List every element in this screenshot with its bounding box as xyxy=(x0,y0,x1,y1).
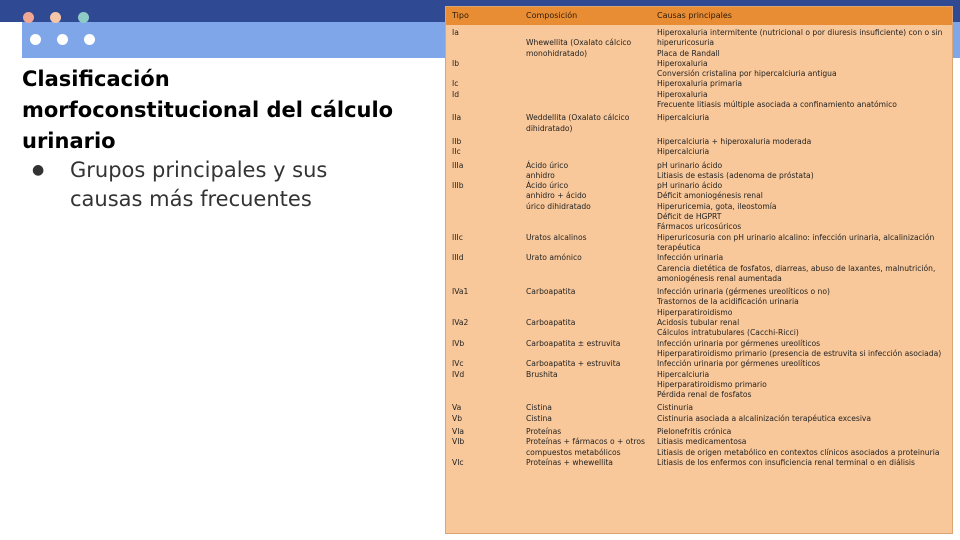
cell-causa: Hiperoxaluria xyxy=(657,58,708,68)
bullet-text: Grupos principales y sus causas más frecuentes xyxy=(70,158,328,211)
table-row xyxy=(446,424,952,437)
table-row xyxy=(446,202,952,212)
table-row xyxy=(446,59,952,69)
cell-tipo xyxy=(446,191,520,201)
cell-causa: Hiperparatiroidismo primario (presencia de estruvita si infección asociada) xyxy=(657,348,942,358)
cell-tipo xyxy=(446,38,520,48)
bullet-icon: ● xyxy=(32,162,45,178)
cell-composicion: anhidro xyxy=(526,170,555,180)
cell-tipo: IVa2 xyxy=(452,318,469,328)
table-row xyxy=(446,308,952,318)
cell-causa: Infección urinaria (gérmenes ureolíticos o no) xyxy=(657,287,830,297)
cell-tipo xyxy=(446,390,520,400)
cell-tipo xyxy=(446,49,520,59)
cell-causa: Déficit de HGPRT xyxy=(657,212,722,222)
cell-composicion: Proteínas xyxy=(526,426,562,436)
table-row xyxy=(446,38,952,48)
table-row xyxy=(446,90,952,100)
cell-tipo xyxy=(446,69,520,79)
table-row xyxy=(446,69,952,79)
cell-tipo xyxy=(446,264,520,274)
cell-causa: hiperuricosuria xyxy=(657,38,715,48)
cell-composicion xyxy=(520,297,651,307)
cell-causa: Cistinuria xyxy=(657,403,693,413)
table-row xyxy=(446,297,952,307)
table-header-row xyxy=(446,7,952,25)
cell-composicion: Carboapatita ± estruvita xyxy=(526,338,621,348)
cell-causa: Pérdida renal de fosfatos xyxy=(657,390,752,400)
table-row xyxy=(446,212,952,222)
cell-causa: Trastornos de la acidificación urinaria xyxy=(657,297,799,307)
cell-composicion xyxy=(520,390,651,400)
cell-tipo xyxy=(446,222,520,232)
cell-causa: Infección urinaria por gérmenes ureolíticos xyxy=(657,359,821,369)
cell-tipo xyxy=(446,448,520,458)
table-row xyxy=(446,171,952,181)
cell-tipo: IIIa xyxy=(452,160,464,170)
cell-causa: Frecuente litiasis múltiple asociada a confinamiento anatómico xyxy=(657,100,897,110)
cell-composicion xyxy=(520,328,651,338)
cell-composicion xyxy=(520,59,651,69)
cell-tipo xyxy=(446,243,520,253)
cell-causa: Litiasis medicamentosa xyxy=(657,437,747,447)
cell-tipo xyxy=(446,274,520,284)
cell-causa: Hipercalciuria xyxy=(657,147,710,157)
cell-causa: Cálculos intratubulares (Cacchi-Ricci) xyxy=(657,328,799,338)
table-row xyxy=(446,49,952,59)
cell-tipo: Ib xyxy=(452,58,460,68)
cell-causa: Fármacos uricosúricos xyxy=(657,222,742,232)
cell-tipo: IVb xyxy=(452,338,465,348)
cell-causa: Hiperparatiroidismo primario xyxy=(657,379,767,389)
decorative-dot-icon xyxy=(84,34,95,45)
cell-tipo: IIc xyxy=(452,147,461,157)
cell-tipo: Va xyxy=(452,403,462,413)
cell-causa: Infección urinaria xyxy=(657,253,724,263)
table-row xyxy=(446,284,952,297)
cell-composicion xyxy=(520,308,651,318)
cell-tipo: IVa1 xyxy=(452,287,469,297)
decorative-dot-icon xyxy=(30,34,41,45)
cell-composicion xyxy=(520,380,651,390)
cell-causa: Hipercalciuria + hiperoxaluria moderada xyxy=(657,136,812,146)
table-row xyxy=(446,124,952,134)
cell-causa: Cistinuria asociada a alcalinización terapéutica excesiva xyxy=(657,413,872,423)
cell-causa: Litiasis de los enfermos con insuficiencia renal terminal o en diálisis xyxy=(657,457,915,467)
slide-title: Clasificación morfoconstitucional del cálculo urinario xyxy=(22,67,394,153)
cell-causa: Hiperoxaluria intermitente (nutricional o por diuresis insuficiente) con o sin xyxy=(657,28,943,37)
table-row xyxy=(446,222,952,232)
cell-tipo: VIb xyxy=(452,437,465,447)
cell-tipo: IIIc xyxy=(452,232,463,242)
cell-tipo: VIa xyxy=(452,426,465,436)
table-row xyxy=(446,191,952,201)
table-row xyxy=(446,380,952,390)
cell-causa: Litiasis de estasis (adenoma de próstata) xyxy=(657,170,814,180)
bullet-item xyxy=(30,156,400,214)
cell-causa: Hiperoxaluria xyxy=(657,89,708,99)
cell-composicion xyxy=(520,90,651,100)
cell-tipo xyxy=(446,202,520,212)
table-row xyxy=(446,328,952,338)
cell-tipo: IIIb xyxy=(452,181,464,191)
decorative-dot-icon xyxy=(78,12,89,23)
cell-tipo xyxy=(446,297,520,307)
cell-composicion: Cistina xyxy=(526,413,552,423)
cell-tipo: VIc xyxy=(452,457,464,467)
cell-composicion xyxy=(520,222,651,232)
cell-composicion xyxy=(520,100,651,110)
table-row xyxy=(446,400,952,413)
cell-causa: Hiperoxaluria primaria xyxy=(657,79,743,89)
table-row xyxy=(446,100,952,110)
table-row xyxy=(446,110,952,123)
decorative-dot-icon xyxy=(57,34,68,45)
cell-tipo: IIa xyxy=(452,113,462,123)
cell-tipo xyxy=(446,171,520,181)
cell-composicion: Carboapatita + estruvita xyxy=(526,359,621,369)
cell-composicion: Ácido úrico xyxy=(526,160,569,170)
header-tipo: Tipo xyxy=(446,7,520,25)
table-row xyxy=(446,370,952,380)
cell-causa: pH urinario ácido xyxy=(657,160,723,170)
cell-causa: terapéutica xyxy=(657,242,701,252)
cell-composicion xyxy=(520,212,651,222)
cell-causa: Hiperuricosuria con pH urinario alcalino: infección urinaria, alcalinización xyxy=(657,232,935,242)
table-row xyxy=(446,458,952,468)
cell-composicion: úrico dihidratado xyxy=(526,201,591,211)
cell-composicion: Urato amónico xyxy=(526,253,582,263)
cell-tipo: Vb xyxy=(452,413,463,423)
cell-composicion: Ácido úrico xyxy=(526,181,569,191)
cell-composicion xyxy=(520,79,651,89)
table-row xyxy=(446,390,952,400)
cell-tipo: IVc xyxy=(452,359,464,369)
cell-causa: Acidosis tubular renal xyxy=(657,318,740,328)
cell-composicion: Brushita xyxy=(526,369,558,379)
header-causas: Causas principales xyxy=(651,7,952,25)
cell-composicion: Carboapatita xyxy=(526,318,576,328)
table-row xyxy=(446,274,952,284)
cell-causa: Litiasis de origen metabólico en contextos clínicos asociados a proteinuria xyxy=(657,447,940,457)
cell-causa xyxy=(651,124,952,134)
cell-composicion: Cistina xyxy=(526,403,552,413)
cell-composicion xyxy=(520,69,651,79)
cell-composicion xyxy=(520,134,651,147)
bullet-list xyxy=(30,156,400,214)
classification-table xyxy=(445,6,953,534)
cell-composicion xyxy=(520,243,651,253)
cell-composicion: Uratos alcalinos xyxy=(526,232,587,242)
cell-causa: Hipercalciuria xyxy=(657,113,710,123)
cell-tipo xyxy=(446,308,520,318)
table-row xyxy=(446,339,952,349)
cell-composicion xyxy=(520,274,651,284)
cell-causa: Hipercalciuria xyxy=(657,369,710,379)
cell-causa: Infección urinaria por gérmenes ureolíticos xyxy=(657,338,821,348)
table-row xyxy=(446,437,952,447)
table-row xyxy=(446,253,952,263)
table-row xyxy=(446,25,952,38)
cell-tipo xyxy=(446,328,520,338)
table-row xyxy=(446,359,952,369)
cell-causa: Conversión cristalina por hipercalciuria antigua xyxy=(657,69,837,79)
cell-causa: Hiperparatiroidismo xyxy=(657,307,733,317)
cell-composicion: compuestos metabólicos xyxy=(526,447,621,457)
cell-composicion: dihidratado) xyxy=(526,123,573,133)
cell-composicion xyxy=(520,147,651,157)
cell-tipo: IVd xyxy=(452,369,465,379)
cell-composicion: monohidratado) xyxy=(526,48,588,58)
cell-causa: amoniogénesis renal aumentada xyxy=(657,273,782,283)
cell-composicion: Carboapatita xyxy=(526,287,576,297)
header-composicion: Composición xyxy=(520,7,651,25)
cell-causa: Carencia dietética de fosfatos, diarreas, abuso de laxantes, malnutrición, xyxy=(657,263,936,273)
table-row xyxy=(446,349,952,359)
table-row xyxy=(446,264,952,274)
cell-composicion: Whewellita (Oxalato cálcico xyxy=(526,38,632,48)
table-row xyxy=(446,79,952,89)
cell-tipo: IIId xyxy=(452,253,464,263)
cell-composicion xyxy=(520,264,651,274)
table-row xyxy=(446,318,952,328)
cell-causa: Pielonefritis crónica xyxy=(657,426,732,436)
table-row xyxy=(446,448,952,458)
table-row xyxy=(446,414,952,424)
cell-causa: Hiperuricemia, gota, ileostomía xyxy=(657,201,777,211)
table-row xyxy=(446,158,952,171)
cell-composicion xyxy=(520,25,651,38)
cell-causa: Déficit amoniogénesis renal xyxy=(657,191,763,201)
cell-tipo xyxy=(446,100,520,110)
cell-causa: Placa de Randall xyxy=(657,48,720,58)
cell-tipo: Ic xyxy=(452,79,459,89)
cell-composicion: Weddellita (Oxalato cálcico xyxy=(526,113,630,123)
cell-composicion: anhidro + ácido xyxy=(526,191,587,201)
cell-tipo xyxy=(446,349,520,359)
decorative-dot-icon xyxy=(50,12,61,23)
table-row xyxy=(446,243,952,253)
cell-tipo: Id xyxy=(452,89,460,99)
cell-tipo xyxy=(446,380,520,390)
cell-tipo xyxy=(446,212,520,222)
cell-composicion: Proteínas + fármacos o + otros xyxy=(526,437,645,447)
table-row xyxy=(446,134,952,147)
cell-composicion: Proteínas + whewellita xyxy=(526,457,613,467)
table-row xyxy=(446,181,952,191)
cell-causa: pH urinario ácido xyxy=(657,181,723,191)
cell-tipo xyxy=(446,124,520,134)
table-row xyxy=(446,147,952,157)
cell-composicion xyxy=(520,349,651,359)
cell-tipo: IIb xyxy=(452,136,462,146)
cell-tipo: Ia xyxy=(452,28,459,37)
table-row xyxy=(446,233,952,243)
decorative-dot-icon xyxy=(23,12,34,23)
